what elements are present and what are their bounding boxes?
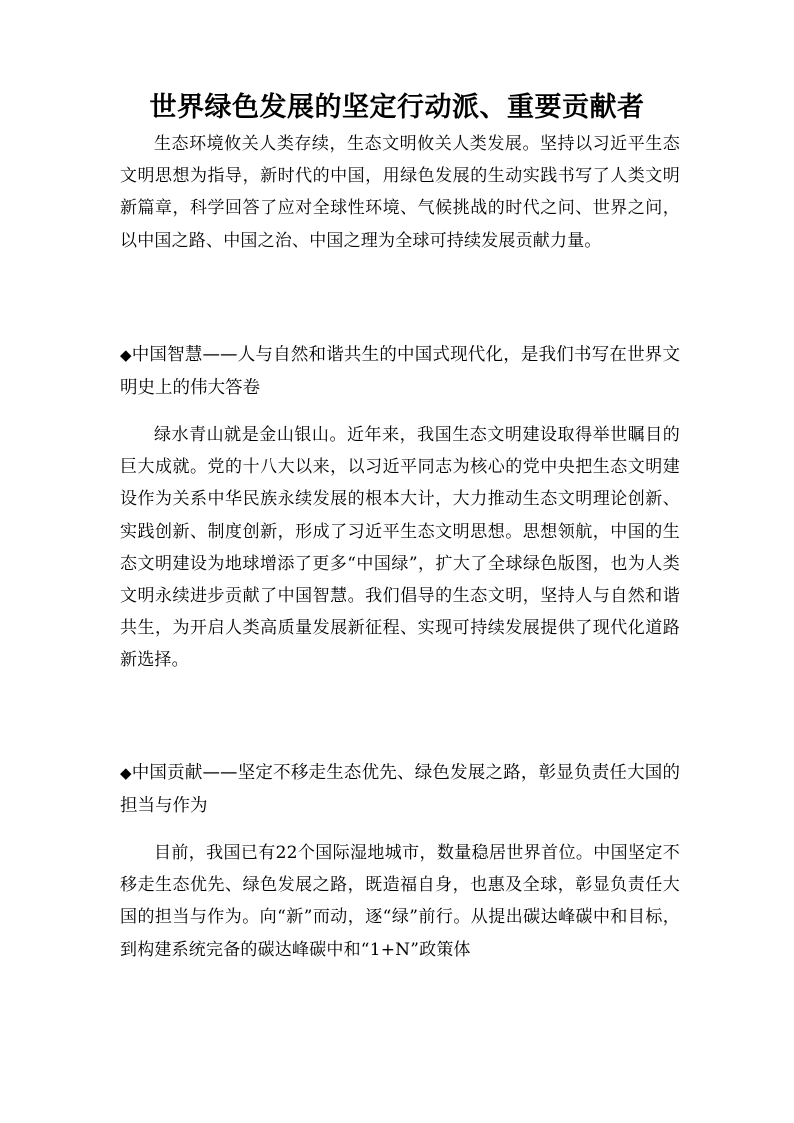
- section-1-paragraph: 绿水青山就是金山银山。近年来，我国生态文明建设取得举世瞩目的巨大成就。党的十八大以来，以习近平同志为核心的党中央把生态文明建设作为关系中华民族永续发展的根本大计，大力推动生态文明理论创新、实践创新、制度创新，形成了习近平生态文明思想。思想领航，中国的生态文明建设为地球增添了更多“中国绿”，扩大了全球绿色版图，也为人类文明永续进步贡献了中国智慧。我们倡导的生态文明，坚持人与自然和谐共生，为开启人类高质量发展新征程、实现可持续发展提供了现代化道路新选择。: [120, 425, 680, 671]
- section-1-heading-text: 中国智慧——人与自然和谐共生的中国式现代化，是我们书写在世界文明史上的伟大答卷: [120, 345, 680, 398]
- document-title: 世界绿色发展的坚定行动派、重要贡献者: [149, 92, 645, 123]
- bullet-diamond-icon: ◆: [120, 346, 132, 364]
- section-2-heading-text: 中国贡献——坚定不移走生态优先、绿色发展之路，彰显负责任大国的担当与作为: [120, 763, 680, 816]
- section-2-paragraph: 目前，我国已有22个国际湿地城市，数量稳居世界首位。中国坚定不移走生态优先、绿色发展之路，既造福自身，也惠及全球，彰显负责任大国的担当与作为。向“新”而动，逐“绿”前行。从提出碳达峰碳中和目标，到构建系统完备的碳达峰碳中和“1+N”政策体: [120, 843, 680, 960]
- bullet-diamond-icon: ◆: [120, 764, 132, 782]
- intro-paragraph: 生态环境攸关人类存续，生态文明攸关人类发展。坚持以习近平生态文明思想为指导，新时代的中国，用绿色发展的生动实践书写了人类文明新篇章，科学回答了应对全球性环境、气候挑战的时代之问、世界之问，以中国之路、中国之治、中国之理为全球可持续发展贡献力量。: [120, 134, 680, 251]
- section-1-heading: [120, 339, 680, 404]
- section-2-heading: [120, 757, 680, 822]
